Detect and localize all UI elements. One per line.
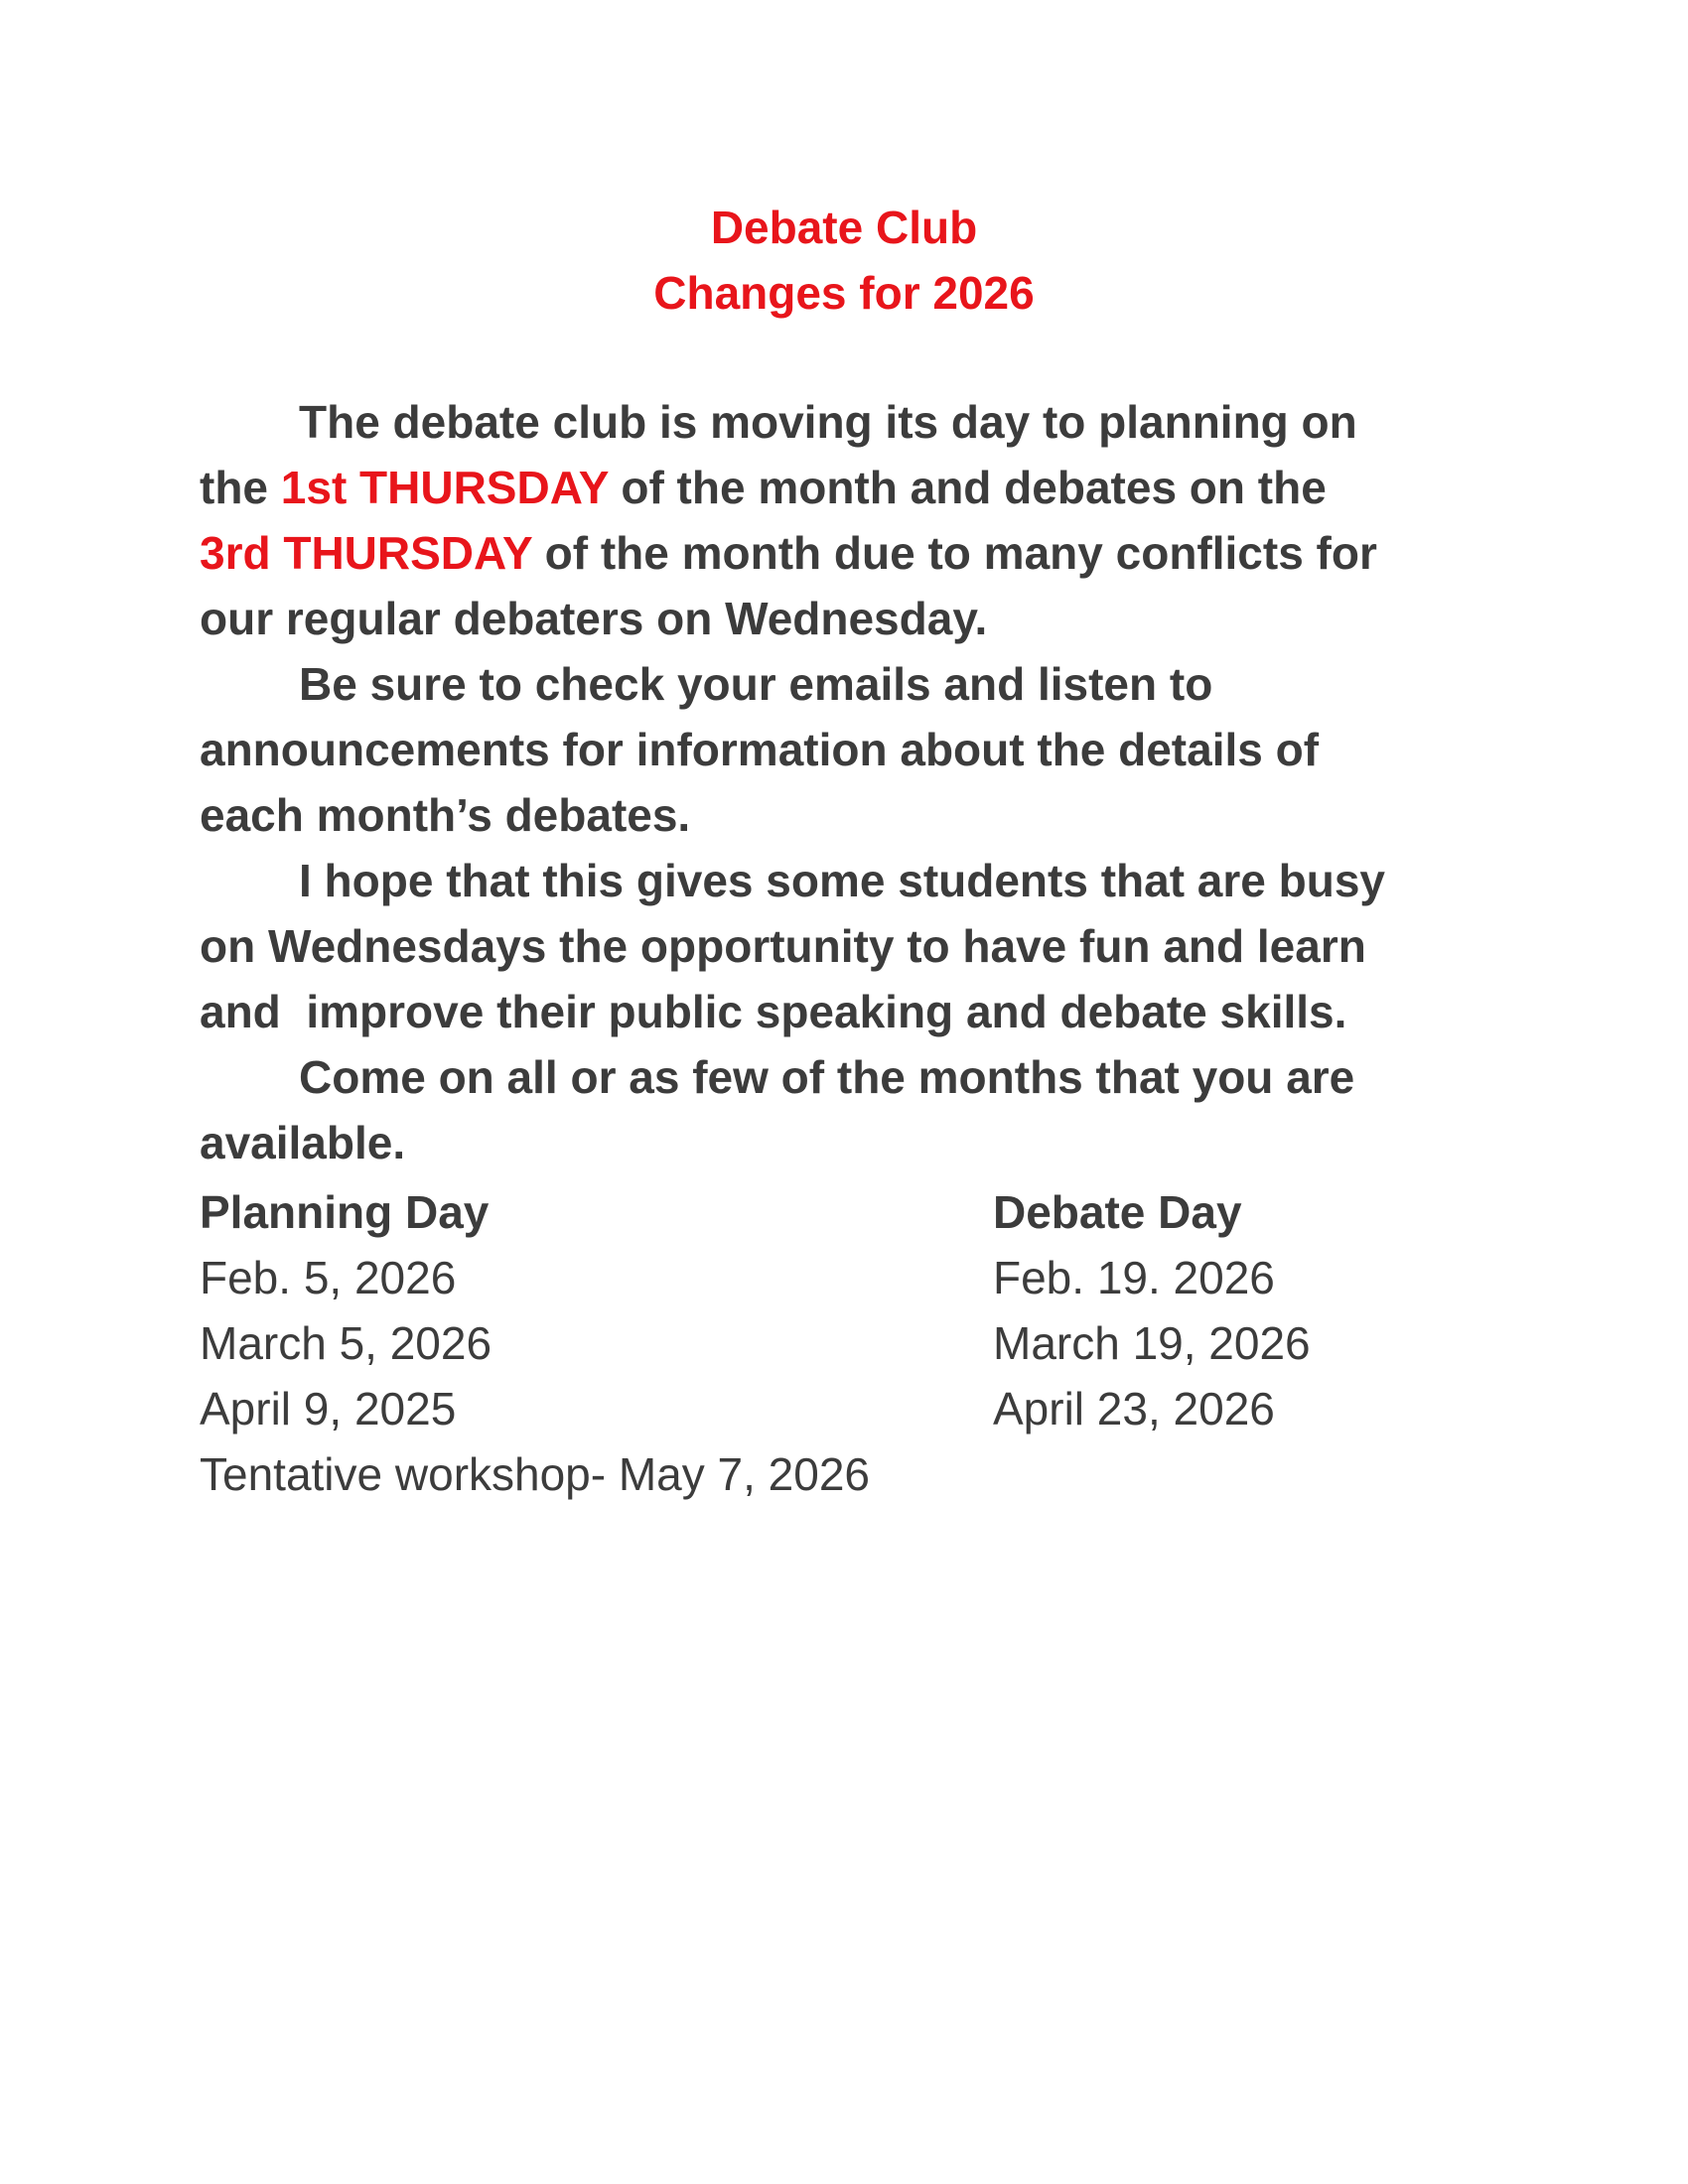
planning-date: April 9, 2025: [200, 1383, 457, 1434]
document-title: Debate Club: [710, 202, 978, 253]
paragraph-2-line-1: Be sure to check your emails and listen to: [299, 658, 1213, 710]
paragraph-1-line-2: [200, 455, 1490, 520]
planning-date: March 5, 2026: [200, 1317, 492, 1369]
paragraph-1-text: of the month and debates on the: [608, 462, 1327, 513]
paragraph-2-line-3: each month’s debates.: [200, 789, 691, 841]
debate-dates-list: [993, 1245, 1311, 1441]
paragraph-1-line-4: our regular debaters on Wednesday.: [200, 593, 988, 644]
paragraph-3-line-2: on Wednesdays the opportunity to have fun and learn: [200, 920, 1366, 972]
debate-date: April 23, 2026: [993, 1383, 1275, 1434]
document-subtitle: Changes for 2026: [653, 267, 1035, 319]
first-thursday-highlight: 1st THURSDAY: [280, 462, 609, 513]
paragraph-1-line-1: The debate club is moving its day to planning on: [299, 396, 1357, 448]
paragraph-3-line-3: and improve their public speaking and debate skills.: [200, 986, 1347, 1037]
tentative-workshop-date: Tentative workshop- May 7, 2026: [200, 1448, 871, 1500]
paragraph-1-text: of the month due to many conflicts for: [531, 527, 1377, 579]
planning-date: Feb. 5, 2026: [200, 1252, 457, 1303]
paragraph-2-line-2: announcements for information about the details of: [200, 724, 1320, 775]
paragraph-4-line-2: available.: [200, 1117, 406, 1168]
paragraph-1-text: the: [200, 462, 281, 513]
planning-day-header: Planning Day: [200, 1186, 490, 1238]
third-thursday-highlight: 3rd THURSDAY: [200, 527, 532, 579]
debate-date: March 19, 2026: [993, 1317, 1311, 1369]
announcement-body: [200, 389, 1490, 1175]
paragraph-3-line-1: I hope that this gives some students that are busy: [299, 855, 1386, 906]
planning-dates-list: [200, 1245, 870, 1507]
debate-day-header: Debate Day: [993, 1186, 1242, 1238]
paragraph-4-line-1: Come on all or as few of the months that you are: [299, 1051, 1355, 1103]
paragraph-1-line-3: [200, 520, 1490, 586]
debate-date: Feb. 19. 2026: [993, 1252, 1275, 1303]
